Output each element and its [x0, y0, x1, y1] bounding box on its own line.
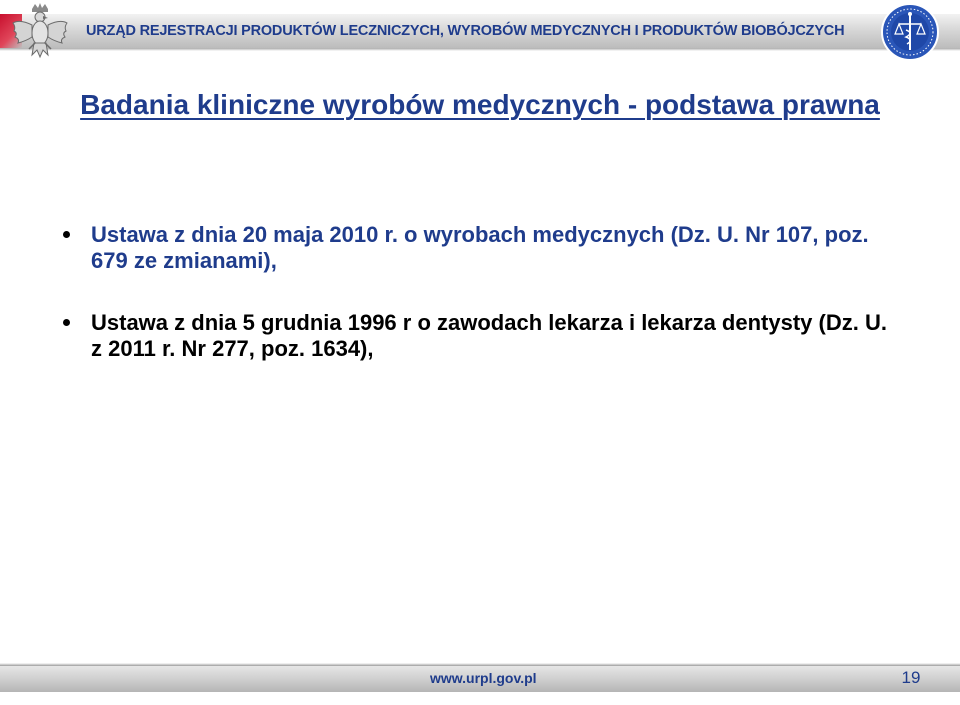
- slide-title: [60, 86, 900, 124]
- agency-name: URZĄD REJESTRACJI PRODUKTÓW LECZNICZYCH, WYROBÓW MEDYCZNYCH I PRODUKTÓW BIOBÓJCZYCH: [86, 23, 845, 39]
- slide-title-text: Badania kliniczne wyrobów medycznych - podstawa prawna: [80, 89, 880, 120]
- bullet-item: [60, 222, 900, 274]
- footer-url[interactable]: www.urpl.gov.pl: [430, 670, 537, 686]
- slide-header: [0, 0, 960, 64]
- bullet-text: Ustawa z dnia 5 grudnia 1996 r o zawodach lekarza i lekarza dentysty (Dz. U. z 2011 r. Nr 277, poz. 1634),: [91, 310, 887, 361]
- bullet-item: [60, 310, 900, 362]
- polish-eagle-icon: [10, 3, 70, 61]
- bullet-text: Ustawa z dnia 20 maja 2010 r. o wyrobach medycznych (Dz. U. Nr 107, poz. 679 ze zmianami),: [91, 222, 869, 273]
- page-number: 19: [901, 668, 921, 687]
- slide-footer: [0, 660, 960, 705]
- urpl-seal-icon: [880, 2, 940, 62]
- bullet-dot-icon: [63, 319, 70, 326]
- bullet-list: [60, 222, 900, 362]
- bullet-dot-icon: [63, 231, 70, 238]
